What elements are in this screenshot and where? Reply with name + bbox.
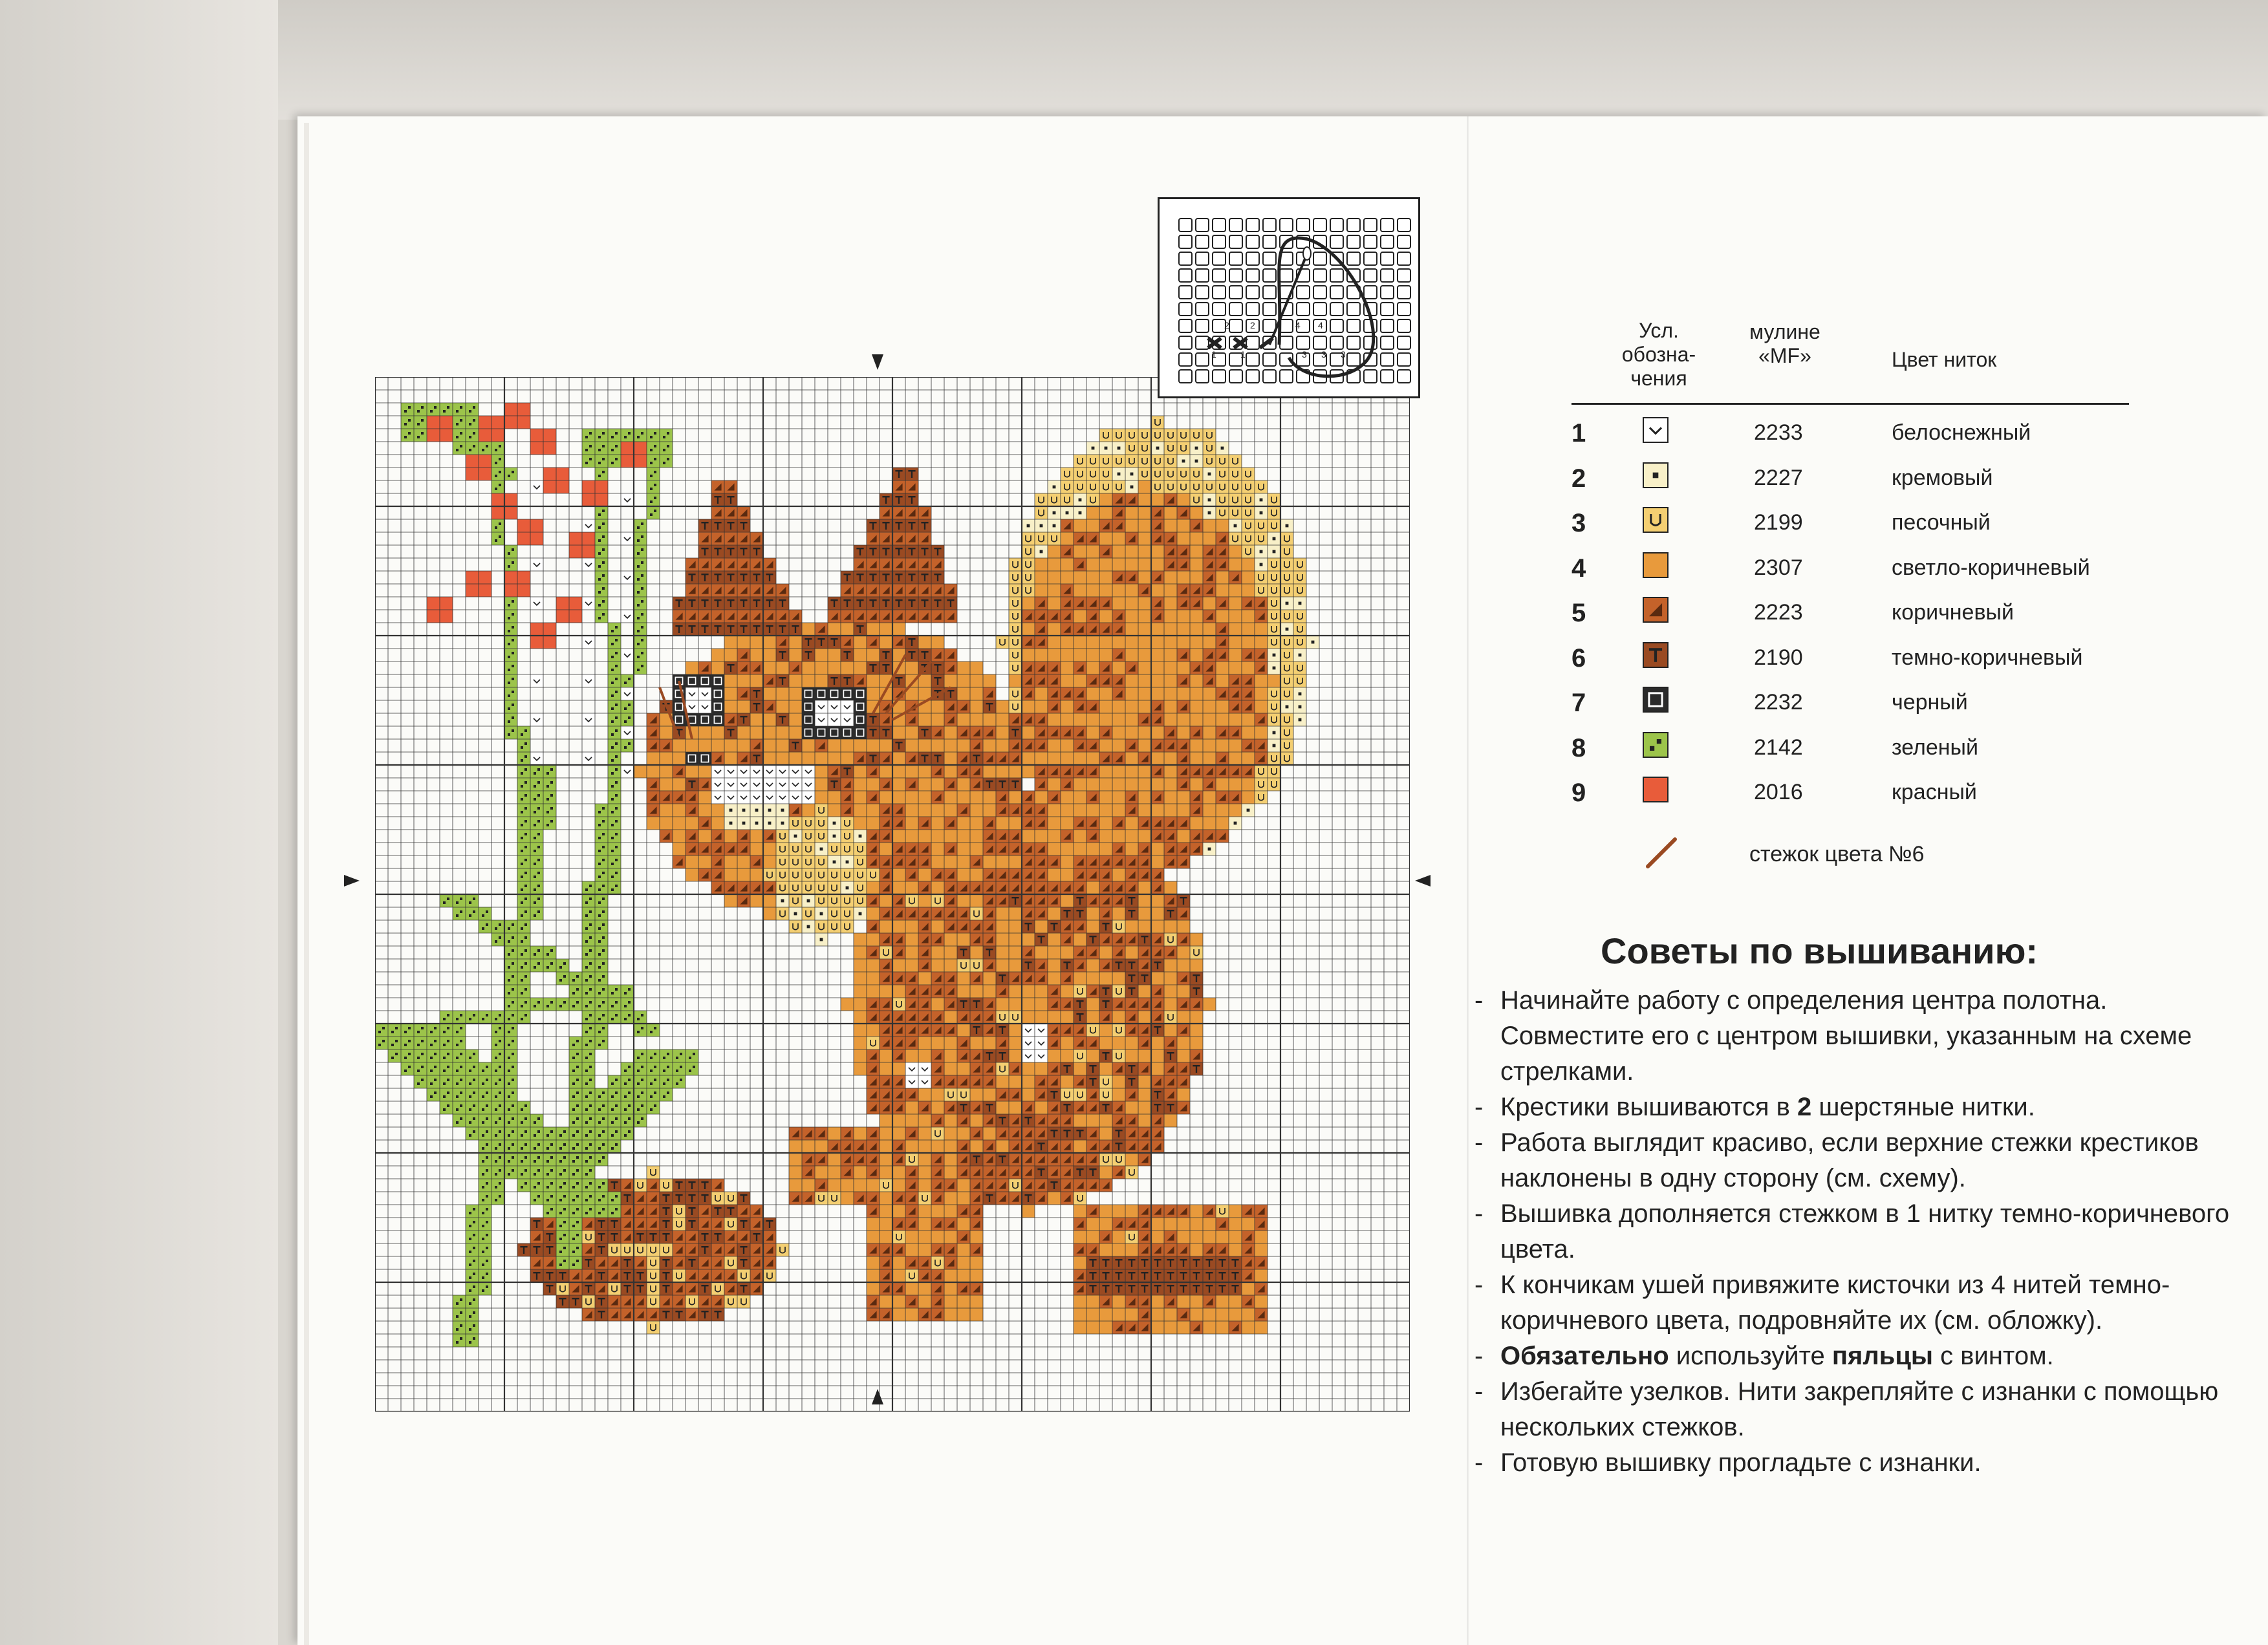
legend-row-color-name: зеленый (1892, 735, 1978, 760)
center-arrow-top (872, 354, 883, 370)
legend-header-color: Цвет ниток (1892, 348, 1997, 371)
legend-row-color-name: красный (1892, 780, 1977, 804)
legend-row-number: 8 (1571, 733, 1586, 762)
legend-row-number: 7 (1571, 689, 1586, 717)
stitch-key-label: стежок цвета №6 (1749, 842, 1925, 866)
legend-divider (1571, 403, 2129, 405)
legend-row-color-name: кремовый (1892, 465, 1993, 490)
page-edge (304, 123, 309, 1645)
legend-row-number: 4 (1571, 554, 1586, 583)
stitch-line-icon (1643, 834, 1681, 873)
legend-row-code: 2227 (1754, 465, 1803, 490)
legend-row (1571, 594, 2154, 632)
legend-row-color-name: светло-коричневый (1892, 555, 2090, 580)
legend-row-code: 2232 (1754, 690, 1803, 715)
tip-item: - Работа выглядит красиво, если верхние стежки крестиков наклонены в одну сторону (см. схему). (1474, 1128, 2199, 1192)
legend-row-swatch (1643, 417, 1669, 443)
stitch-technique-diagram (1158, 197, 1420, 398)
legend-row-code: 2142 (1754, 735, 1803, 760)
legend-header-code-line: мулине (1749, 320, 1820, 343)
legend-row-color-name: темно-коричневый (1892, 645, 2083, 670)
legend-row-code: 2233 (1754, 420, 1803, 445)
legend-row (1571, 414, 2154, 453)
stitch-step-number: 2 (1250, 320, 1255, 330)
legend-row-swatch (1643, 732, 1669, 758)
legend-row-number: 2 (1571, 464, 1586, 493)
tip-item: - Начинайте работу с определения центра полотна. Совместите его с центром вышивки, указанным на схеме стрелками. (1474, 986, 2192, 1086)
legend-row-code: 2199 (1754, 510, 1803, 535)
legend-row-number: 5 (1571, 599, 1586, 627)
tip-item: - Обязательно используйте пяльцы с винтом. (1474, 1342, 2054, 1370)
legend-row-swatch (1643, 777, 1669, 802)
tips-title: Советы по вышиванию: (1601, 930, 2038, 971)
legend-row-swatch (1643, 597, 1669, 623)
stitch-step-number: 4 (1295, 320, 1301, 330)
cross-stitch-pattern (375, 377, 1410, 1412)
legend-row-color-name: черный (1892, 690, 1968, 715)
legend-header-symbol (1597, 319, 1720, 391)
legend-header-code-line: «MF» (1758, 344, 1811, 367)
legend-row-number: 1 (1571, 419, 1586, 447)
legend-header-symbol-line: обозна- (1621, 343, 1696, 366)
legend-row-code: 2307 (1754, 555, 1803, 580)
center-arrow-bottom (872, 1389, 883, 1404)
legend-row (1571, 683, 2154, 722)
legend-row-color-name: коричневый (1892, 600, 2014, 625)
legend-row-number: 6 (1571, 643, 1586, 672)
stitch-step-number: 3 (1302, 349, 1307, 360)
stitch-step-number: 1 (1211, 349, 1216, 360)
stitch-step-number: 2 (1224, 320, 1229, 330)
legend-row (1571, 549, 2154, 588)
legend-row-number: 9 (1571, 779, 1586, 807)
tips-list (1468, 983, 2244, 1481)
legend-row-color-name: песочный (1892, 510, 1991, 535)
legend-stitch-key (1643, 834, 2005, 873)
legend-row-swatch (1643, 507, 1669, 533)
legend-row-color-name: белоснежный (1892, 420, 2031, 445)
tip-item: - К кончикам ушей привяжите кисточки из 4 нитей темно-коричневого цвета, подровняйте их (см. обложку). (1474, 1271, 2170, 1335)
legend-header-symbol-line: чения (1630, 367, 1687, 390)
tip-item: - Избегайте узелков. Нити закрепляйте с изнанки с помощью нескольких стежков. (1474, 1377, 2219, 1441)
tip-item: - Вышивка дополняется стежком в 1 нитку темно-коричневого цвета. (1474, 1199, 2230, 1263)
stitch-step-number: 3 (1321, 349, 1326, 360)
legend-header-symbol-line: Усл. (1639, 319, 1679, 342)
center-arrow-right (1415, 875, 1431, 887)
legend-row (1571, 504, 2154, 543)
legend-row-code: 2223 (1754, 600, 1803, 625)
stitch-step-number: 3 (1341, 349, 1346, 360)
legend-header-code (1720, 320, 1850, 368)
legend-row (1571, 459, 2154, 498)
legend-row-swatch (1643, 462, 1669, 488)
legend-row (1571, 729, 2154, 768)
tip-item: - Готовую вышивку прогладьте с изнанки. (1474, 1448, 1982, 1477)
center-arrow-left (344, 875, 360, 887)
legend-row-swatch (1643, 642, 1669, 668)
scan-background-left (0, 0, 278, 1645)
stitch-step-number: 1 (1240, 349, 1246, 360)
stitch-step-number: 4 (1318, 320, 1323, 330)
legend-row-number: 3 (1571, 509, 1586, 537)
tip-item: - Крестики вышиваются в 2 шерстяные нитки. (1474, 1093, 2035, 1121)
legend-row-code: 2190 (1754, 645, 1803, 670)
legend-row-code: 2016 (1754, 780, 1803, 804)
legend-row (1571, 639, 2154, 678)
scan-background-top (0, 0, 2268, 120)
legend-row-swatch (1643, 687, 1669, 713)
legend-row (1571, 773, 2154, 812)
legend-row-swatch (1643, 552, 1669, 578)
